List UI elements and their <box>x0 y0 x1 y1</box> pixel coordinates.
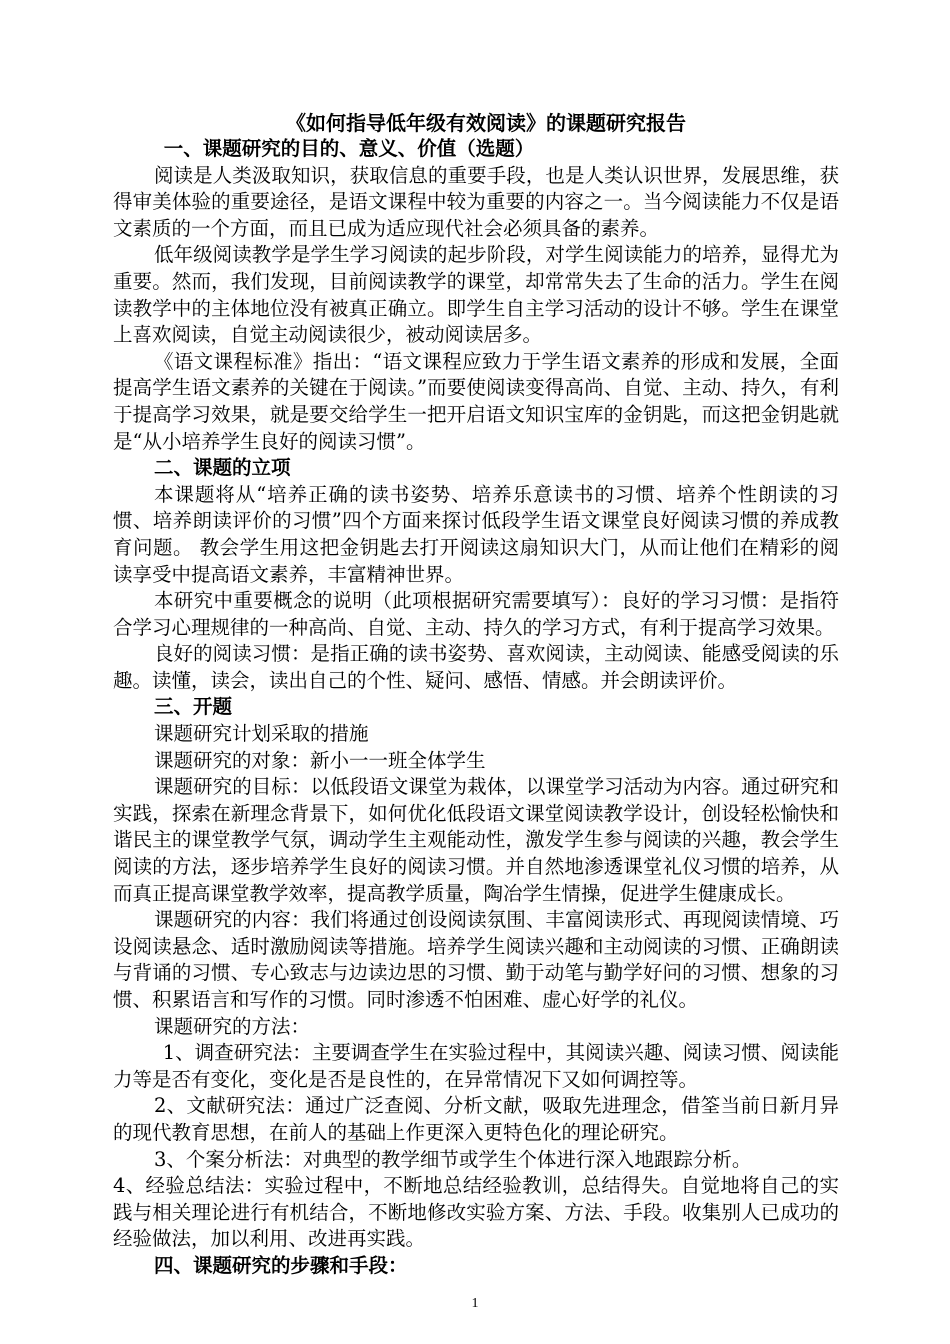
paragraph: 良好的阅读习惯：是指正确的读书姿势、喜欢阅读，主动阅读、能感受阅读的乐趣。读懂，读会，读出自己的个性、疑问、感悟、情感。并会朗读评价。 <box>113 642 839 692</box>
paragraph: 课题研究的方法： <box>153 1014 310 1038</box>
method-item-3: 3、个案分析法：对典型的教学细节或学生个体进行深入地跟踪分析。 <box>153 1147 752 1171</box>
section-heading-2: 二、课题的立项 <box>153 456 291 480</box>
document-title: 《如何指导低年级有效阅读》的课题研究报告 <box>286 111 686 135</box>
paragraph: 课题研究计划采取的措施 <box>153 722 369 746</box>
paragraph: 阅读是人类汲取知识，获取信息的重要手段，也是人类认识世界，发展思维，获得审美体验的重要途径，是语文课程中较为重要的内容之一。当今阅读能力不仅是语文素质的一个方面，而且已成为适应现代社会必须具备的素养。 <box>113 163 839 240</box>
document-body <box>113 110 839 1280</box>
paragraph: 课题研究的目标：以低段语文课堂为栽体，以课堂学习活动为内容。通过研究和实践，探索在新理念背景下，如何优化低段语文课堂阅读教学设计，创设轻松愉快和谐民主的课堂教学气氛，调动学生主观能动性，激发学生参与阅读的兴趣，教会学生阅读的方法，逐步培养学生良好的阅读习惯。并自然地渗透课堂礼仪习惯的培养，从而真正提高课堂教学效率，提高教学质量，陶冶学生情操，促进学生健康成长。 <box>113 775 839 905</box>
paragraph: 低年级阅读教学是学生学习阅读的起步阶段，对学生阅读能力的培养，显得尤为重要。然而，我们发现，目前阅读教学的课堂，却常常失去了生命的活力。学生在阅读教学中的主体地位没有被真正确立。即学生自主学习活动的设计不够。学生在课堂上喜欢阅读，自觉主动阅读很少，被动阅读居多。 <box>113 243 839 347</box>
method-item-4: 4、经验总结法：实验过程中，不断地总结经验教训，总结得失。自觉地将自己的实践与相关理论进行有机结合，不断地修改实验方案、方法、手段。收集别人已成功的经验做法，加以利用、改进再实践。 <box>113 1174 839 1251</box>
paragraph: 课题研究的内容：我们将通过创设阅读氛围、丰富阅读形式、再现阅读情境、巧设阅读悬念、适时激励阅读等措施。培养学生阅读兴趣和主动阅读的习惯、正确朗读与背诵的习惯、专心致志与边读边思的习惯、勤于动笔与勤学好问的习惯、想象的习惯、积累语言和写作的习惯。同时渗透不怕困难、虚心好学的礼仪。 <box>113 908 839 1011</box>
method-item-2: 2、文献研究法：通过广泛查阅、分析文献，吸取先进理念，借筌当前日新月异的现代教育思想，在前人的基础上作更深入更特色化的理论研究。 <box>113 1094 839 1144</box>
section-heading-1: 一、课题研究的目的、意义、价值（选题） <box>163 137 535 160</box>
section-heading-4: 四、课题研究的步骤和手段： <box>153 1253 408 1277</box>
paragraph: 本课题将从“培养正确的读书姿势、培养乐意读书的习惯、培养个性朗读的习惯、培养朗读评价的习惯”四个方面来探讨低段学生语文课堂良好阅读习惯的养成教育问题。 教会学生用这把金钥匙去打开阅读这扇知识大门，从而让他们在精彩的阅读享受中提高语文素养，丰富精神世界。 <box>113 482 839 586</box>
paragraph: 本研究中重要概念的说明（此项根据研究需要填写）：良好的学习习惯：是指符合学习心理规律的一种高尚、自觉、主动、持久的学习方式，有利于提高学习效果。 <box>113 589 839 639</box>
method-item-1: 1、调查研究法：主要调查学生在实验过程中，其阅读兴趣、阅读习惯、阅读能力等是否有变化，变化是否是良性的，在异常情况下又如何调控等。 <box>113 1041 839 1091</box>
page-number: 1 <box>471 1296 479 1311</box>
section-heading-3: 三、开题 <box>153 695 232 719</box>
paragraph: 课题研究的对象：新小一一班全体学生 <box>153 748 486 772</box>
paragraph: 《语文课程标准》指出：“语文课程应致力于学生语文素养的形成和发展，全面提高学生语文素养的关键在于阅读。”而要使阅读变得高尚、自觉、主动、持久，有利于提高学习效果，就是要交给学生一把开启语文知识宝库的金钥匙，而这把金钥匙就是“从小培养学生良好的阅读习惯”。 <box>113 349 839 453</box>
